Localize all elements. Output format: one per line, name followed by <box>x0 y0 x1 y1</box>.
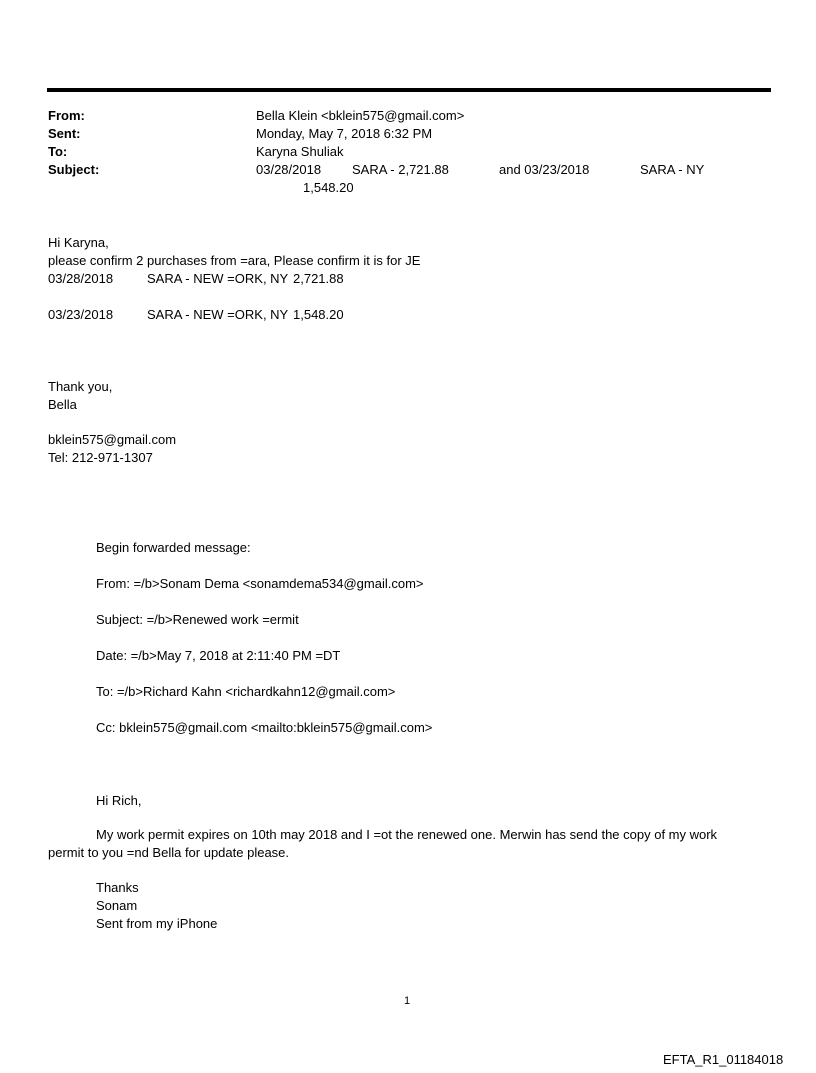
subject-amount-2: 1,548.20 <box>303 180 354 195</box>
subject-merchant-1: SARA - 2,721.88 <box>352 162 449 177</box>
subject-date-1: 03/28/2018 <box>256 162 322 177</box>
header-rule <box>47 88 771 92</box>
subject-label: Subject: <box>48 162 100 177</box>
purchase-date: 03/28/2018 <box>48 271 114 286</box>
from-label: From: <box>48 108 85 123</box>
signature-email: bklein575@gmail.com <box>48 432 177 447</box>
signature-tel: Tel: 212-971-1307 <box>48 450 153 465</box>
forwarded-cc: Cc: bklein575@gmail.com <mailto:bklein575@gmail.com> <box>96 720 433 735</box>
to-label: To: <box>48 144 68 159</box>
purchase-merchant: SARA - NEW =ORK, NY <box>147 271 289 286</box>
forwarded-intro: Begin forwarded message: <box>96 540 251 555</box>
purchase-date: 03/23/2018 <box>48 307 114 322</box>
forwarded-thanks: Thanks <box>96 880 139 895</box>
signoff-name: Bella <box>48 397 77 412</box>
forwarded-name: Sonam <box>96 898 138 913</box>
greeting: Hi Karyna, <box>48 235 109 250</box>
sent-value: Monday, May 7, 2018 6:32 PM <box>256 126 433 141</box>
subject-date-2: and 03/23/2018 <box>499 162 590 177</box>
purchase-amount: 1,548.20 <box>293 307 344 322</box>
forwarded-date: Date: =/b>May 7, 2018 at 2:11:40 PM =DT <box>96 648 341 663</box>
thanks-line: Thank you, <box>48 379 113 394</box>
request-text: please confirm 2 purchases from =ara, Please confirm it is for JE <box>48 253 421 268</box>
forwarded-paragraph-line-2: permit to you =nd Bella for update please. <box>48 845 290 860</box>
page-number: 1 <box>404 995 411 1007</box>
sent-label: Sent: <box>48 126 81 141</box>
forwarded-to: To: =/b>Richard Kahn <richardkahn12@gmail.com> <box>96 684 396 699</box>
forwarded-sent-from: Sent from my iPhone <box>96 916 218 931</box>
to-value: Karyna Shuliak <box>256 144 344 159</box>
subject-merchant-2: SARA - NY <box>640 162 705 177</box>
purchase-merchant: SARA - NEW =ORK, NY <box>147 307 289 322</box>
forwarded-greeting: Hi Rich, <box>96 793 142 808</box>
document-id: EFTA_R1_01184018 <box>663 1052 784 1067</box>
forwarded-from: From: =/b>Sonam Dema <sonamdema534@gmail.com> <box>96 576 424 591</box>
forwarded-subject: Subject: =/b>Renewed work =ermit <box>96 612 299 627</box>
purchase-amount: 2,721.88 <box>293 271 344 286</box>
forwarded-paragraph-line-1: My work permit expires on 10th may 2018 and I =ot the renewed one. Merwin has send the copy of my work <box>96 827 718 842</box>
from-value: Bella Klein <bklein575@gmail.com> <box>256 108 465 123</box>
